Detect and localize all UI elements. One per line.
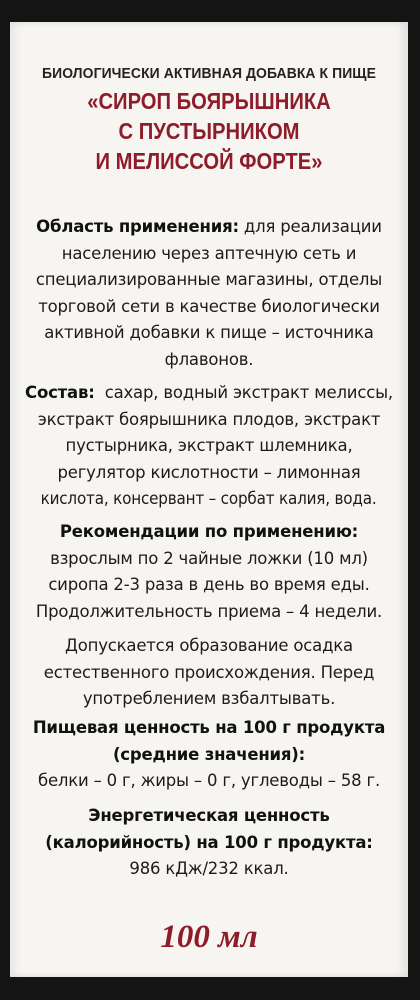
application-text: специализированные магазины, отделы (35, 270, 383, 289)
application-text: для реализации (238, 217, 382, 236)
application-label: Область применения: (36, 217, 239, 236)
header (10, 66, 408, 176)
product-title-line: «СИРОП БОЯРЫШНИКА (87, 88, 331, 114)
application-text: активной добавки к пище – источника (44, 323, 374, 342)
composition-label: Состав: (25, 383, 95, 402)
recommendations-text: сиропа 2-3 раза в день во время еды. (48, 575, 370, 594)
note-text: Допускается образование осадка (65, 636, 353, 655)
product-title-line: И МЕЛИССОЙ ФОРТЕ» (95, 148, 323, 174)
application-text: торговой сети в качестве биологически (38, 296, 380, 316)
recommendations-text: взрослым по 2 чайные ложки (10 мл) (50, 548, 368, 568)
nutrition-values: белки – 0 г, жиры – 0 г, углеводы – 58 г. (37, 771, 380, 790)
energy-section (10, 803, 408, 883)
recommendations-text: Продолжительность приема – 4 недели. (35, 601, 383, 621)
composition-text: регулятор кислотности – лимонная (57, 462, 361, 482)
package-panel (10, 22, 408, 977)
energy-label: Энергетическая ценность (88, 806, 330, 825)
nutrition-label: (средние значения): (112, 744, 306, 764)
note-text: употреблением взбалтывать. (82, 689, 336, 708)
application-text: флавонов. (164, 349, 254, 369)
product-category: БИОЛОГИЧЕСКИ АКТИВНАЯ ДОБАВКА К ПИЩЕ (42, 66, 376, 82)
composition-section (10, 380, 408, 513)
composition-text: кислота, консервант – сорбат калия, вода. (41, 489, 377, 508)
recommendations-section (10, 519, 408, 625)
product-title (38, 86, 380, 176)
note-section (10, 633, 408, 713)
energy-values: 986 кДж/232 ккал. (129, 859, 289, 878)
recommendations-label: Рекомендации по применению: (59, 522, 359, 541)
nutrition-label: Пищевая ценность на 100 г продукта (32, 718, 386, 737)
application-section (10, 214, 408, 373)
composition-text: сахар, водный экстракт мелиссы, (94, 383, 393, 402)
composition-text: экстракт боярышника плодов, экстракт (37, 409, 381, 429)
energy-label: (калорийность) на 100 г продукта: (45, 832, 373, 852)
volume-label: 100 мл (160, 919, 258, 955)
nutrition-section (10, 715, 408, 795)
product-title-line: С ПУСТЫРНИКОМ (118, 118, 300, 144)
application-text: населению через аптечную сеть и (61, 243, 357, 263)
note-text: естественного происхождения. Перед (43, 662, 375, 682)
composition-text: пустырника, экстракт шлемника, (65, 436, 353, 455)
